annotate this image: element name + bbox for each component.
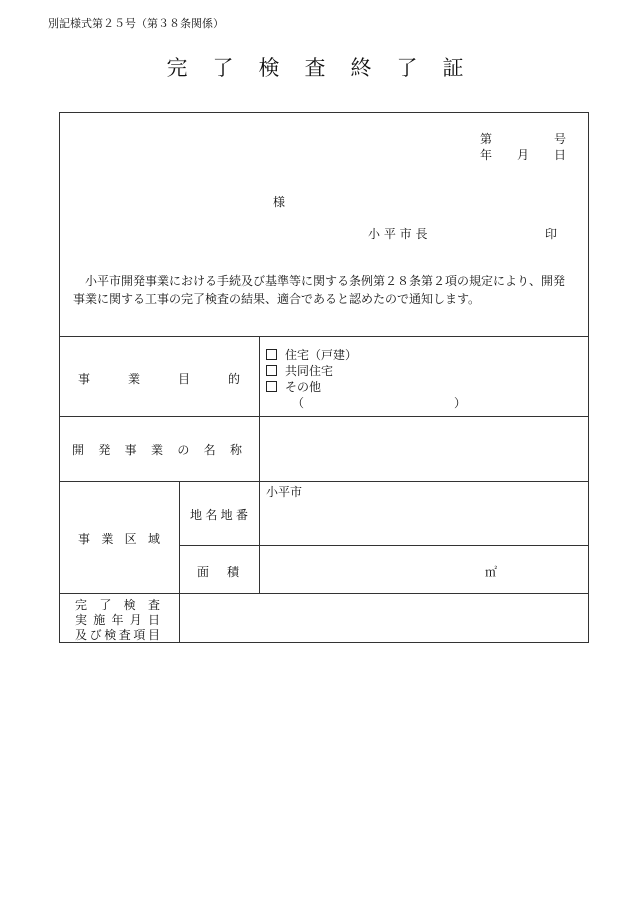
land-size-unit: ㎡	[485, 565, 498, 579]
issuer-name: 小 平 市 長	[368, 227, 428, 241]
number-suffix: 号	[553, 132, 566, 146]
number-prefix: 第	[480, 132, 493, 146]
lot-number-label: 地 名 地 番	[190, 508, 248, 522]
inspection-label-line2: 実 施 年 月 日	[75, 613, 160, 627]
row-divider-area	[59, 593, 589, 594]
form-reference: 別記様式第２５号（第３８条関係）	[48, 17, 224, 30]
document-title: 完了検査終了証	[166, 56, 489, 80]
land-size-label: 面 積	[197, 565, 239, 579]
inspection-label-line3: 及 び 検 査 項 目	[75, 628, 160, 642]
recipient-honorific: 様	[273, 195, 286, 209]
date-year: 年	[480, 148, 493, 162]
inspection-label-line1: 完 了 検 査	[75, 598, 160, 612]
project-area-label: 事 業 区 域	[78, 532, 160, 546]
date-month: 月	[516, 148, 529, 162]
issue-date	[480, 146, 566, 163]
lot-number-value: 小平市	[266, 485, 303, 499]
column-divider-main	[259, 336, 260, 593]
project-name-label: 開 発 事 業 の 名 称	[72, 443, 242, 457]
row-divider-header	[59, 336, 589, 337]
notice-body-text: 小平市開発事業における手続及び基準等に関する条例第２８条第２項の規定により、開発事業に関する工事の完了検査の結果、適合であると認めたので通知します。	[73, 274, 566, 306]
option-apartment[interactable]: 共同住宅	[266, 362, 333, 379]
option-detached-house[interactable]: 住宅（戸建）	[266, 346, 357, 363]
date-day: 日	[553, 148, 566, 162]
checkbox-apartment[interactable]	[266, 365, 277, 376]
other-paren-close: ）	[454, 396, 467, 410]
row-divider-purpose	[59, 416, 589, 417]
checkbox-detached-house[interactable]	[266, 349, 277, 360]
option-other[interactable]: その他	[266, 378, 321, 395]
seal-mark: 印	[545, 227, 558, 241]
checkbox-other[interactable]	[266, 381, 277, 392]
row-divider-lot	[179, 545, 589, 546]
row-divider-name	[59, 481, 589, 482]
purpose-label: 事 業 目 的	[78, 372, 240, 386]
document-number	[480, 130, 566, 147]
column-divider-sub	[179, 481, 180, 643]
other-paren-open: （	[292, 396, 305, 410]
